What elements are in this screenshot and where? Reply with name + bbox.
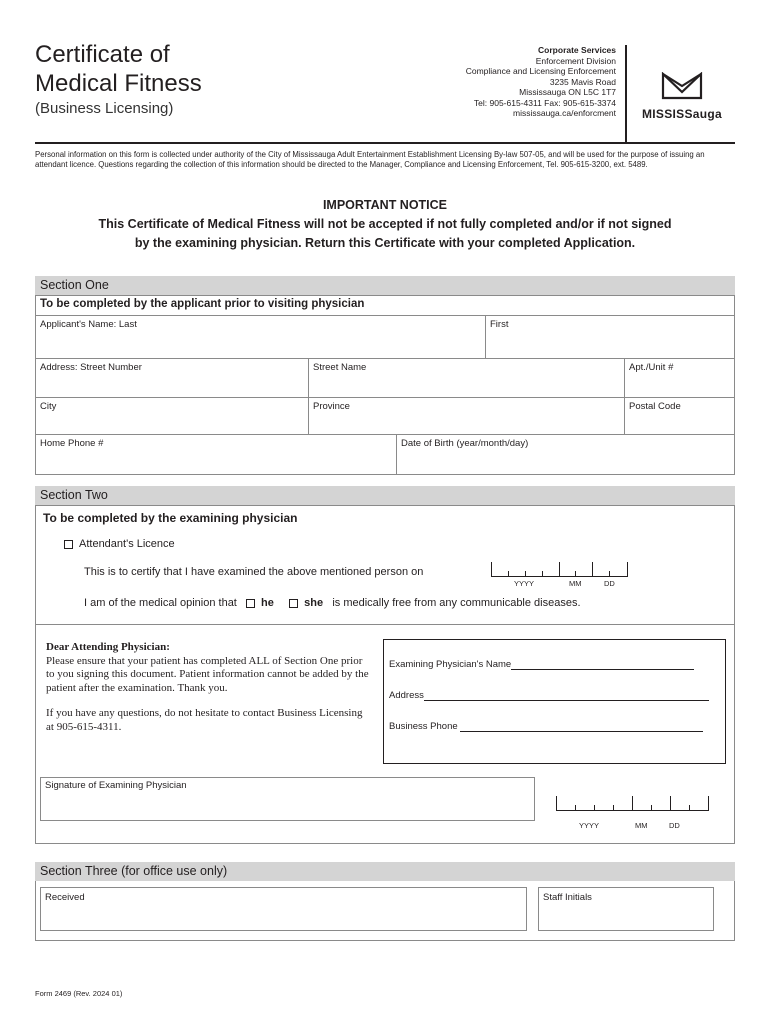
header-divider: [625, 45, 627, 142]
apt-unit-label: Apt./Unit #: [629, 362, 674, 373]
dear-heading: Dear Attending Physician:: [46, 641, 170, 653]
signature-date-mm: MM: [635, 821, 648, 830]
physician-name-line[interactable]: [511, 669, 694, 670]
he-label: he: [261, 597, 274, 609]
form-number: Form 2469 (Rev. 2024 01): [35, 989, 123, 998]
street-number-field[interactable]: [36, 358, 308, 397]
city-address: Mississauga ON L5C 1T7: [519, 87, 616, 97]
exam-date-yyyy: YYYY: [514, 579, 535, 588]
received-field[interactable]: [40, 887, 527, 931]
signature-date-field[interactable]: [556, 796, 709, 811]
date-of-birth-field[interactable]: [396, 434, 734, 474]
title-line-1: Certificate of: [35, 41, 170, 68]
section-one-title: Section One: [40, 278, 109, 292]
section-three-header: [35, 862, 735, 881]
unit-name: Compliance and Licensing Enforcement: [465, 66, 616, 76]
exam-date-mm: MM: [569, 579, 582, 588]
certify-statement: This is to certify that I have examined the above mentioned person on: [84, 566, 424, 578]
physician-address-label: Address: [389, 690, 424, 701]
apt-unit-field[interactable]: [624, 358, 734, 397]
received-label: Received: [45, 892, 85, 903]
notice-line-1: This Certificate of Medical Fitness will not be accepted if not fully completed and/or if not signed: [98, 217, 672, 231]
street-name-field[interactable]: [308, 358, 624, 397]
city-label: City: [40, 401, 57, 412]
he-checkbox[interactable]: [246, 599, 255, 608]
business-phone-row[interactable]: [389, 721, 703, 732]
division-name: Enforcement Division: [535, 55, 616, 66]
form-subtitle: (Business Licensing): [35, 100, 174, 117]
street-name-label: Street Name: [313, 362, 367, 373]
postal-code-label: Postal Code: [629, 401, 681, 412]
section-two-instruction: To be completed by the examining physician: [43, 511, 298, 525]
attendant-licence-label: Attendant's Licence: [79, 538, 175, 550]
section-one-box: [35, 295, 735, 475]
section-three-box: [35, 881, 735, 941]
section-three-title: Section Three (for office use only): [40, 864, 228, 878]
opinion-prefix: I am of the medical opinion that: [84, 597, 237, 609]
physician-details-box: [383, 639, 726, 764]
title-line-2: Medical Fitness: [35, 70, 202, 97]
home-phone-label: Home Phone #: [40, 438, 104, 449]
province-label: Province: [313, 401, 350, 412]
website: mississauga.ca/enforcment: [513, 108, 616, 118]
physician-name-label: Examining Physician's Name: [389, 659, 512, 670]
signature-field[interactable]: [40, 777, 535, 821]
dept-name: Corporate Services: [538, 45, 616, 55]
street-number-label: Address: Street Number: [40, 362, 142, 373]
last-name-label: Applicant's Name: Last: [40, 319, 137, 330]
physician-area: [35, 624, 735, 844]
exam-date-dd: DD: [604, 579, 615, 588]
dear-body: Please ensure that your patient has completed ALL of Section One prior to you signing this document. Patient information cannot be added by the patient after the examination. Thank you.: [46, 654, 369, 694]
telephone: Tel: 905-615-4311 Fax: 905-615-3374: [473, 97, 616, 108]
business-phone-line[interactable]: [460, 731, 703, 732]
mississauga-m-logo-icon: [660, 72, 704, 100]
medical-opinion-line: [84, 597, 581, 609]
dear-contact: If you have any questions, do not hesitate to contact Business Licensing at 905-615-4311.: [46, 707, 363, 733]
dear-physician-note: [46, 641, 371, 734]
postal-code-field[interactable]: [624, 397, 734, 434]
exam-date-field[interactable]: [491, 562, 628, 577]
city-field[interactable]: [36, 397, 308, 434]
section-one-header: [35, 276, 735, 295]
section-one-instruction: To be completed by the applicant prior to visiting physician: [40, 298, 365, 310]
section-two-header: [35, 486, 735, 505]
form-title: [35, 40, 202, 98]
date-of-birth-label: Date of Birth (year/month/day): [401, 438, 529, 449]
notice-heading: IMPORTANT NOTICE: [322, 198, 448, 212]
important-notice: [35, 196, 735, 253]
signature-label: Signature of Examining Physician: [45, 780, 187, 791]
attendant-licence-option[interactable]: [64, 538, 175, 550]
province-field[interactable]: [308, 397, 624, 434]
first-name-label: First: [490, 319, 509, 330]
signature-date-yyyy: YYYY: [579, 821, 600, 830]
privacy-statement: Personal information on this form is collected under authority of the City of Mississauga Adult Entertainment Establishment Licensing By-law 507-05, and will be used for the purpose of issuing an attendant licence. Questions regarding the collection of this information should be directed to the Manager, Compliance and Licensing Enforcement, Tel. 905-615-3200, ext. 5489.: [35, 150, 705, 169]
city-logo: [636, 72, 728, 121]
attendant-licence-checkbox[interactable]: [64, 540, 73, 549]
street-address: 3235 Mavis Road: [549, 76, 616, 87]
logo-wordmark: MISSISSauga: [642, 107, 722, 121]
physician-address-row[interactable]: [389, 690, 709, 701]
last-name-field[interactable]: [36, 315, 485, 358]
staff-initials-label: Staff Initials: [543, 892, 592, 903]
home-phone-field[interactable]: [36, 434, 396, 474]
header-rule: [35, 142, 735, 144]
section-two-box: [35, 505, 735, 625]
section-two-title: Section Two: [40, 488, 108, 502]
opinion-suffix: is medically free from any communicable diseases.: [332, 597, 581, 609]
signature-date-dd: DD: [669, 821, 680, 830]
staff-initials-field[interactable]: [538, 887, 714, 931]
she-label: she: [304, 597, 324, 609]
physician-name-row[interactable]: [389, 659, 694, 670]
first-name-field[interactable]: [485, 315, 734, 358]
business-phone-label: Business Phone: [389, 721, 458, 732]
department-address: [466, 45, 616, 119]
she-checkbox[interactable]: [289, 599, 298, 608]
notice-line-2: by the examining physician. Return this Certificate with your completed Application.: [134, 236, 636, 250]
physician-address-line[interactable]: [424, 700, 709, 701]
